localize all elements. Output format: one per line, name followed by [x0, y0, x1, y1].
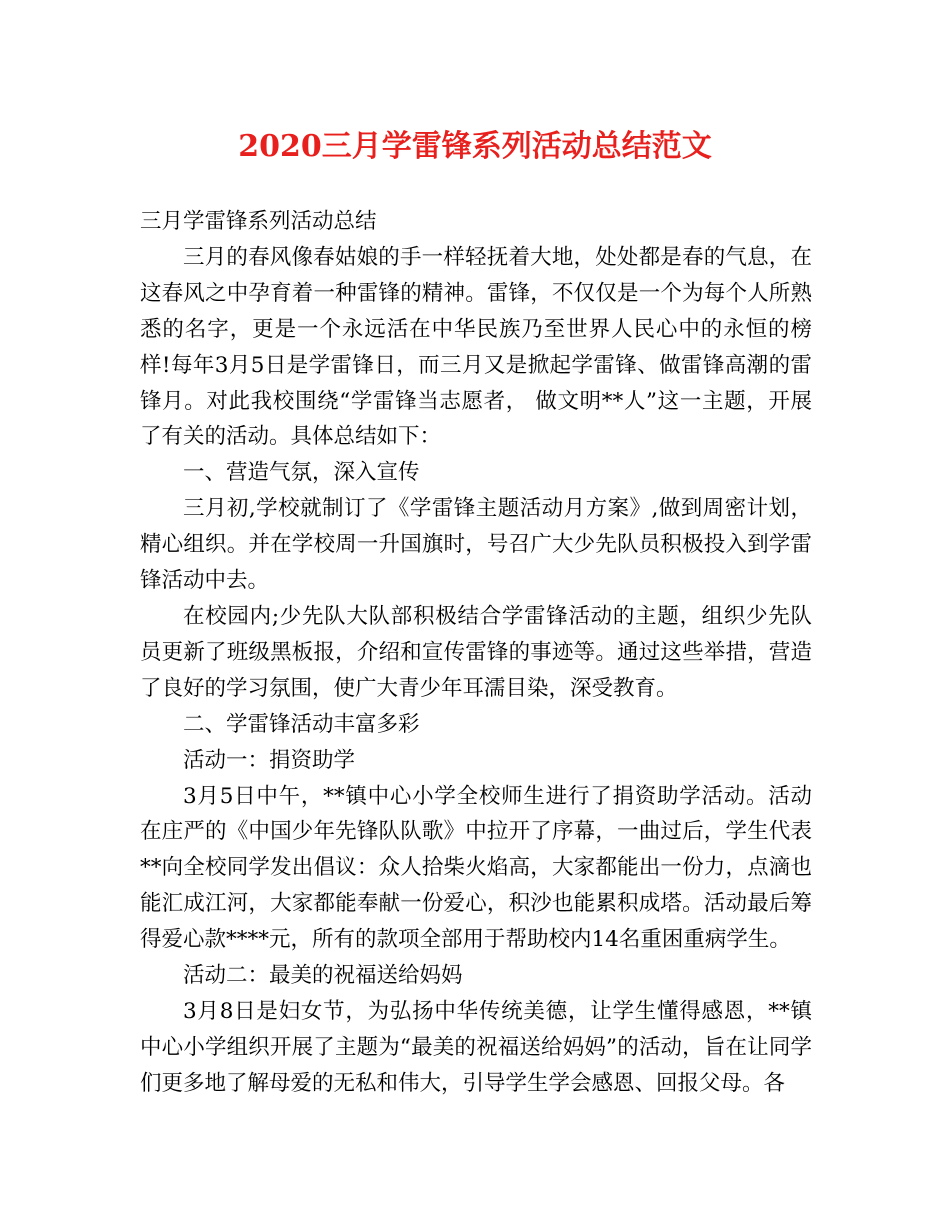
subheading-one: 一、营造气氛，深入宣传 [183, 460, 420, 486]
intro-paragraph: 三月的春风像春姑娘的手一样轻抚着大地，处处都是春的气息，在这春风之中孕育着一种雷锋的精神。雷锋，不仅仅是一个为每个人所熟悉的名字，更是一个永远活在中华民族乃至世界人民心中的永恒的榜样!每年3月5日是学雷锋日，而三月又是掀起学雷锋、做雷锋高潮的雷锋月。对此我校围绕“学雷锋当志愿者， 做文明**人”这一主题，开展了有关的活动。具体总结如下： [140, 244, 812, 450]
activity-two-heading: 活动二：最美的祝福送给妈妈 [183, 963, 463, 989]
paragraph-plan: 三月初,学校就制订了《学雷锋主题活动月方案》,做到周密计划，精心组织。并在学校周一升国旗时，号召广大少先队员积极投入到学雷锋活动中去。 [140, 496, 812, 594]
subheading-two: 二、学雷锋活动丰富多彩 [183, 711, 420, 737]
paragraph-campus: 在校园内;少先队大队部积极结合学雷锋活动的主题，组织少先队员更新了班级黑板报，介绍和宣传雷锋的事迹等。通过这些举措，营造了良好的学习氛围，使广大青少年耳濡目染，深受教育。 [140, 603, 812, 701]
activity-one-heading: 活动一：捐资助学 [183, 747, 356, 773]
document-title: 2020三月学雷锋系列活动总结范文 [238, 129, 712, 164]
activity-two-paragraph: 3月8日是妇女节，为弘扬中华传统美德，让学生懂得感恩，**镇中心小学组织开展了主题为“最美的祝福送给妈妈”的活动，旨在让同学们更多地了解母爱的无私和伟大，引导学生学会感恩、回报父母。各 [140, 998, 812, 1096]
document-body [140, 204, 812, 1102]
activity-one-paragraph: 3月5日中午，**镇中心小学全校师生进行了捐资助学活动。活动在庄严的《中国少年先锋队队歌》中拉开了序幕，一曲过后，学生代表**向全校同学发出倡议：众人拾柴火焰高，大家都能出一份力，点滴也能汇成江河，大家都能奉献一份爱心，积沙也能累积成塔。活动最后筹得爱心款****元，所有的款项全部用于帮助校内14名重困重病学生。 [140, 783, 812, 953]
section-heading: 三月学雷锋系列活动总结 [140, 209, 377, 234]
